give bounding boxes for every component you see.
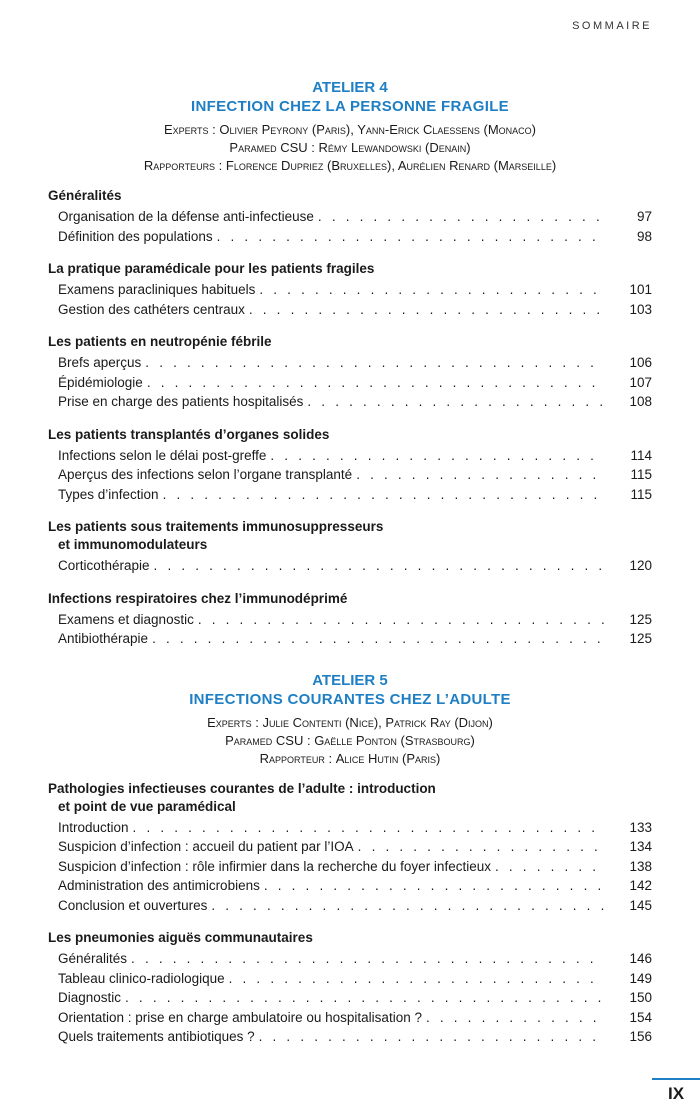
toc-entry[interactable] [48,1027,652,1047]
credit-names: Alice Hutin (Paris) [335,750,441,766]
toc-section [48,260,652,319]
toc-entry[interactable] [48,353,652,373]
toc-entry[interactable] [48,629,652,649]
entry-page: 138 [629,858,652,874]
toc-entry[interactable] [48,446,652,466]
running-head: SOMMAIRE [572,20,652,32]
credit-line-experts [48,714,652,732]
credit-names: Rémy Lewandowski (Denain) [318,140,471,155]
dot-leader [356,465,604,485]
entry-page: 149 [629,970,652,986]
dot-leader [495,857,604,877]
entry-title: Quels traitements antibiotiques ? [58,1029,255,1044]
entry-title: Corticothérapie [58,558,150,573]
atelier-number: ATELIER 4 [312,79,388,96]
toc-entry[interactable] [48,818,652,838]
toc-entry[interactable] [48,876,652,896]
credit-names: Olivier Peyrony (Paris), Yann-Erick Claessens (Monaco) [219,122,537,137]
dot-leader [125,988,604,1008]
entry-title: Organisation de la défense anti-infectieuse [58,209,314,224]
entry-page: 98 [636,228,652,244]
dot-leader [426,1008,604,1028]
entry-page: 120 [629,558,652,573]
entry-page: 125 [629,611,652,627]
dot-leader [229,969,604,989]
entry-page: 146 [629,951,652,966]
dot-leader [259,280,604,300]
dot-leader [259,1027,604,1047]
toc-entry[interactable] [48,465,652,485]
entry-page: 125 [629,631,652,646]
entry-page: 115 [630,467,652,482]
entry-title: Suspicion d’infection : accueil du patient par l’IOA [58,839,354,854]
entry-title: Épidémiologie [58,374,143,390]
toc-entry[interactable] [48,969,652,989]
dot-leader [147,373,604,393]
toc-entry[interactable] [48,896,652,916]
credit-line-experts [48,121,652,139]
credit-names: Florence Dupriez (Bruxelles), Aurélien Renard (Marseille) [225,158,557,173]
dot-leader [163,485,604,505]
entry-page: 107 [629,374,652,390]
dot-leader [154,556,604,576]
section-heading: Les patients en neutropénie fébrile [48,334,272,349]
toc-entry[interactable] [48,556,652,576]
dot-leader [133,818,604,838]
toc-section [48,590,652,649]
section-heading: Les pneumonies aiguës communautaires [48,930,313,945]
entry-title: Définition des populations [58,228,213,244]
atelier-title: INFECTIONS COURANTES CHEZ L’ADULTE [189,690,511,708]
toc-section [48,518,652,576]
entry-page: 103 [629,301,652,317]
entry-page: 108 [629,394,652,409]
section-heading-line1: Les patients sous traitements immunosuppresseurs [48,519,384,534]
entry-title: Types d’infection [58,486,159,502]
entry-title: Examens et diagnostic [58,611,194,627]
toc-entry[interactable] [48,300,652,320]
entry-title: Gestion des cathéters centraux [58,301,245,317]
section-heading: Infections respiratoires chez l’immunodéprimé [48,590,348,606]
dot-leader [152,629,604,649]
entry-page: 150 [629,990,652,1005]
atelier-5-sections [48,780,652,1047]
toc-section [48,929,652,1047]
toc-entry[interactable] [48,280,652,300]
entry-page: 97 [636,209,652,224]
atelier-5-header [48,671,652,768]
section-heading: La pratique paramédicale pour les patients fragiles [48,261,375,276]
dot-leader [270,446,604,466]
toc-entry[interactable] [48,949,652,969]
section-heading-line2: et immunomodulateurs [58,537,208,552]
entry-page: 115 [630,486,652,502]
toc-entry[interactable] [48,1008,652,1028]
toc-entry[interactable] [48,857,652,877]
entry-title: Introduction [58,819,129,835]
credit-role: Paramed CSU : [225,732,311,748]
toc-section [48,426,652,505]
toc-section [48,780,652,916]
entry-title: Généralités [58,951,128,966]
entry-title: Infections selon le délai post-greffe [58,447,267,463]
credit-role: Rapporteurs : [143,158,223,173]
entry-title: Conclusion et ouvertures [58,897,208,913]
atelier-title: INFECTION CHEZ LA PERSONNE FRAGILE [191,98,509,115]
dot-leader [307,392,604,412]
atelier-4-sections [48,187,652,649]
entry-title: Tableau clinico-radiologique [58,970,225,986]
credit-role: Paramed CSU : [229,140,315,155]
entry-title: Aperçus des infections selon l’organe transplanté [58,467,353,482]
dot-leader [131,949,604,969]
dot-leader [198,610,604,630]
entry-page: 134 [629,839,652,854]
toc-entry[interactable] [48,227,652,247]
toc-section [48,333,652,412]
entry-page: 133 [629,819,652,835]
dot-leader [217,227,604,247]
toc-entry[interactable] [48,837,652,857]
credit-line-rapporteur [48,750,652,768]
section-heading [48,518,652,554]
credits [48,121,652,175]
atelier-number: ATELIER 5 [312,671,388,689]
entry-page: 101 [629,282,652,297]
table-of-contents [48,78,652,1047]
entry-page: 142 [629,878,652,893]
dot-leader [264,876,604,896]
toc-entry[interactable] [48,485,652,505]
entry-title: Examens paracliniques habituels [58,282,256,297]
entry-page: 154 [629,1009,652,1025]
section-heading [48,780,652,816]
entry-page: 145 [629,897,652,913]
entry-title: Brefs aperçus [58,355,142,370]
toc-entry[interactable] [48,373,652,393]
entry-page: 156 [629,1029,652,1044]
atelier-4-header [48,78,652,175]
entry-title: Diagnostic [58,990,122,1005]
dot-leader [211,896,604,916]
entry-title: Prise en charge des patients hospitalisés [58,394,304,409]
entry-title: Suspicion d’infection : rôle infirmier dans la recherche du foyer infectieux [58,858,491,874]
toc-entry[interactable] [48,207,652,227]
credit-line-paramed [48,139,652,157]
credit-names: Julie Contenti (Nice), Patrick Ray (Dijon) [262,714,493,730]
credit-line-paramed [48,732,652,750]
section-heading: Généralités [48,188,122,203]
toc-section [48,187,652,246]
credit-role: Experts : [163,122,216,137]
entry-title: Orientation : prise en charge ambulatoire ou hospitalisation ? [58,1009,422,1025]
entry-title: Antibiothérapie [58,631,149,646]
credit-line-rapporteurs [48,157,652,175]
toc-entry[interactable] [48,610,652,630]
page-number: IX [652,1078,700,1110]
dot-leader [145,353,604,373]
credits [48,714,652,768]
entry-page: 114 [630,447,652,463]
section-heading-line1: Pathologies infectieuses courantes de l’adulte : introduction [48,780,436,796]
toc-entry[interactable] [48,392,652,412]
toc-entry[interactable] [48,988,652,1008]
dot-leader [358,837,604,857]
credit-names: Gaëlle Ponton (Strasbourg) [314,732,475,748]
section-heading: Les patients transplantés d’organes solides [48,426,330,442]
dot-leader [318,207,604,227]
dot-leader [249,300,604,320]
credit-role: Experts : [207,714,259,730]
entry-page: 106 [629,355,652,370]
credit-role: Rapporteur : [259,750,333,766]
entry-title: Administration des antimicrobiens [58,878,260,893]
section-heading-line2: et point de vue paramédical [58,798,236,814]
